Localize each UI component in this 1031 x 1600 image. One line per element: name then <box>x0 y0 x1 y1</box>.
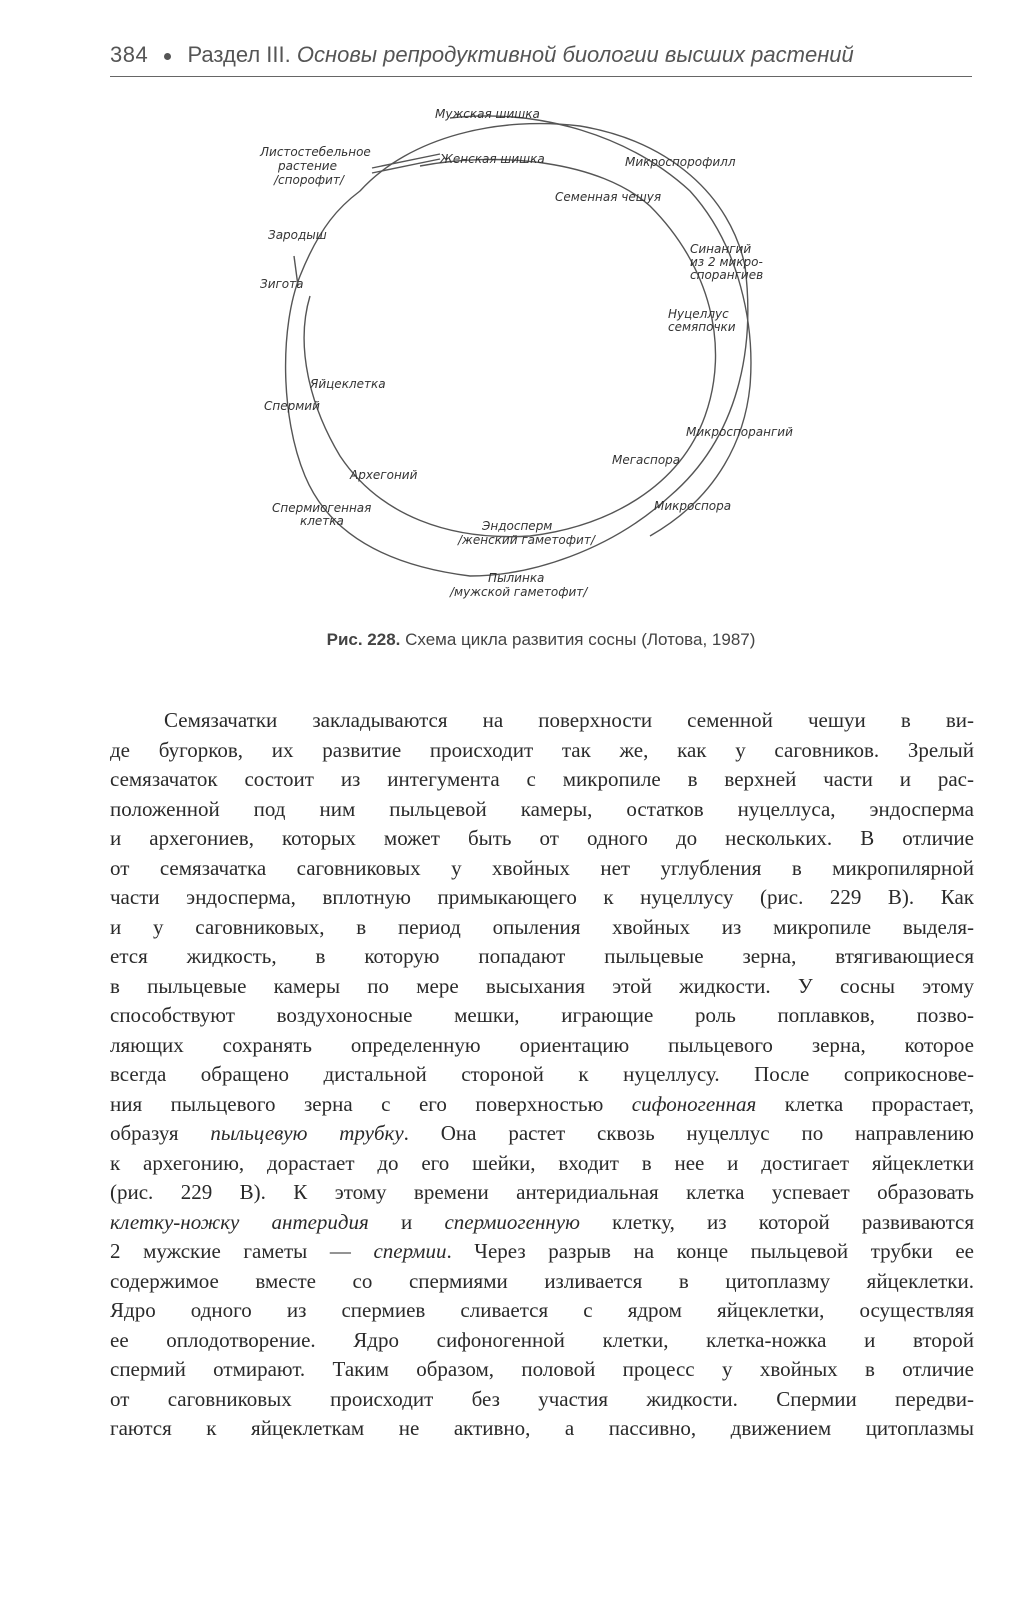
text-run: ния пыльцевого зерна с его поверхностью <box>110 1091 632 1116</box>
text-line: всегда обращено дистальной стороной к нуцеллусу. После соприкоснове- <box>110 1062 974 1086</box>
text-line <box>110 1090 974 1120</box>
text-run: 2 мужские гаметы — <box>110 1239 374 1263</box>
term-stalk-cell: клетку-ножку антеридия <box>110 1209 369 1234</box>
label-sporophyte-3: /спорофит/ <box>274 173 344 187</box>
label-synangium-3: спорангиев <box>690 268 764 282</box>
text-line: ляющих сохранять определенную ориентацию пыльцевого зерна, которое <box>110 1032 974 1057</box>
text-line: семязачаток состоит из интегумента с микропиле в верхней части и рас- <box>110 767 974 791</box>
bullet-separator <box>164 53 171 60</box>
text-line: ется жидкость, в которую попадают пыльцевые зерна, втягивающиеся <box>110 944 974 968</box>
label-endosperm-2: /женский гаметофит/ <box>458 533 595 547</box>
label-microsporangium: Микроспорангий <box>686 425 793 439</box>
term-spermatogenous: спермиогенную <box>444 1209 580 1234</box>
label-synangium-2: из 2 микро- <box>690 255 763 269</box>
text-line <box>110 1119 974 1149</box>
text-run: . Она растет сквозь нуцеллус по направлению <box>403 1121 974 1145</box>
text-line <box>110 1208 974 1238</box>
term-siphonogenous: сифоногенная <box>631 1091 757 1116</box>
text-line: ее оплодотворение. Ядро сифоногенной клетки, клетка-ножка и второй <box>110 1327 974 1352</box>
text-line: (рис. 229 В). К этому времени антеридиальная клетка успевает образовать <box>110 1180 974 1204</box>
page-number: 384 <box>110 42 149 67</box>
label-pollen-1: Пылинка <box>488 571 545 585</box>
label-archegonium: Архегоний <box>350 468 418 482</box>
chapter-title: Основы репродуктивной биологии высших растений <box>296 42 854 67</box>
term-sperms: спермии <box>373 1239 447 1263</box>
label-nucellus-1: Нуцеллус <box>668 307 729 321</box>
label-pollen-2: /мужской гаметофит/ <box>450 585 588 599</box>
term-pollen-tube: пыльцевую трубку <box>210 1121 404 1145</box>
label-sporophyte-1: Листостебельное <box>260 145 371 159</box>
text-line: Семязачатки закладываются на поверхности семенной чешуи в ви- <box>164 708 974 732</box>
body-paragraph <box>110 706 974 1444</box>
label-sporophyte-2: растение <box>278 159 337 173</box>
life-cycle-diagram <box>250 96 830 616</box>
text-run: клетку, из которой развиваются <box>579 1209 974 1234</box>
label-embryo: Зародыш <box>268 228 327 242</box>
label-spermatogenous-1: Спермиогенная <box>272 501 372 515</box>
label-spermatogenous-2: клетка <box>300 514 344 528</box>
text-line: и архегониев, которых может быть от одного до нескольких. В отличие <box>110 826 974 850</box>
label-egg-cell: Яйцеклетка <box>310 377 386 391</box>
section-label: Раздел III. <box>187 42 291 67</box>
label-nucellus-2: семяпочки <box>668 320 736 334</box>
label-microspore: Микроспора <box>654 499 732 513</box>
text-line: де бугорков, их развитие происходит так же, как у саговников. Зрелый <box>110 737 974 762</box>
label-female-cone: Женская шишка <box>440 152 545 166</box>
label-male-cone: Мужская шишка <box>435 107 540 121</box>
label-endosperm-1: Эндосперм <box>482 519 553 533</box>
label-sperm: Спермий <box>264 399 320 413</box>
caption-text: Схема цикла развития сосны (Лотова, 1987) <box>405 630 756 649</box>
running-header <box>110 42 972 77</box>
text-line: от саговниковых происходит без участия жидкости. Спермии передви- <box>110 1386 974 1411</box>
caption-label: Рис. 228. <box>326 630 401 649</box>
label-synangium-1: Синангий <box>690 242 752 256</box>
label-zygote: Зигота <box>260 277 304 291</box>
pine-cycle-svg <box>250 96 830 616</box>
text-line: части эндосперма, вплотную примыкающего к нуцеллусу (рис. 229 В). Как <box>110 885 974 909</box>
text-run: и <box>368 1209 445 1234</box>
text-run: образуя <box>110 1121 211 1145</box>
text-line: в пыльцевые камеры по мере высыхания этой жидкости. У сосны этому <box>110 973 974 998</box>
text-line <box>110 1237 974 1267</box>
text-run: . Через разрыв на конце пыльцевой трубки ее <box>446 1239 974 1263</box>
label-megaspore: Мегаспора <box>612 453 681 467</box>
text-line: Ядро одного из спермиев сливается с ядром яйцеклетки, осуществляя <box>110 1298 974 1322</box>
text-line: способствуют воздухоносные мешки, играющие роль поплавков, позво- <box>110 1003 974 1027</box>
text-line: положенной под ним пыльцевой камеры, остатков нуцеллуса, эндосперма <box>110 796 974 821</box>
text-line: содержимое вместе со спермиями изливается в цитоплазму яйцеклетки. <box>110 1268 974 1293</box>
text-run: клетка прорастает, <box>756 1091 974 1116</box>
text-line: гаются к яйцеклеткам не активно, а пассивно, движением цитоплазмы <box>110 1416 974 1440</box>
label-microsporophyll: Микроспорофилл <box>625 155 736 169</box>
figure-caption <box>110 630 972 650</box>
label-seed-scale: Семенная чешуя <box>555 190 662 204</box>
text-line: от семязачатка саговниковых у хвойных нет углубления в микропилярной <box>110 855 974 880</box>
text-line: и у саговниковых, в период опыления хвойных из микропиле выделя- <box>110 914 974 939</box>
text-line: спермий отмирают. Таким образом, половой процесс у хвойных в отличие <box>110 1357 974 1381</box>
text-line: к архегонию, дорастает до его шейки, входит в нее и достигает яйцеклетки <box>110 1150 974 1175</box>
